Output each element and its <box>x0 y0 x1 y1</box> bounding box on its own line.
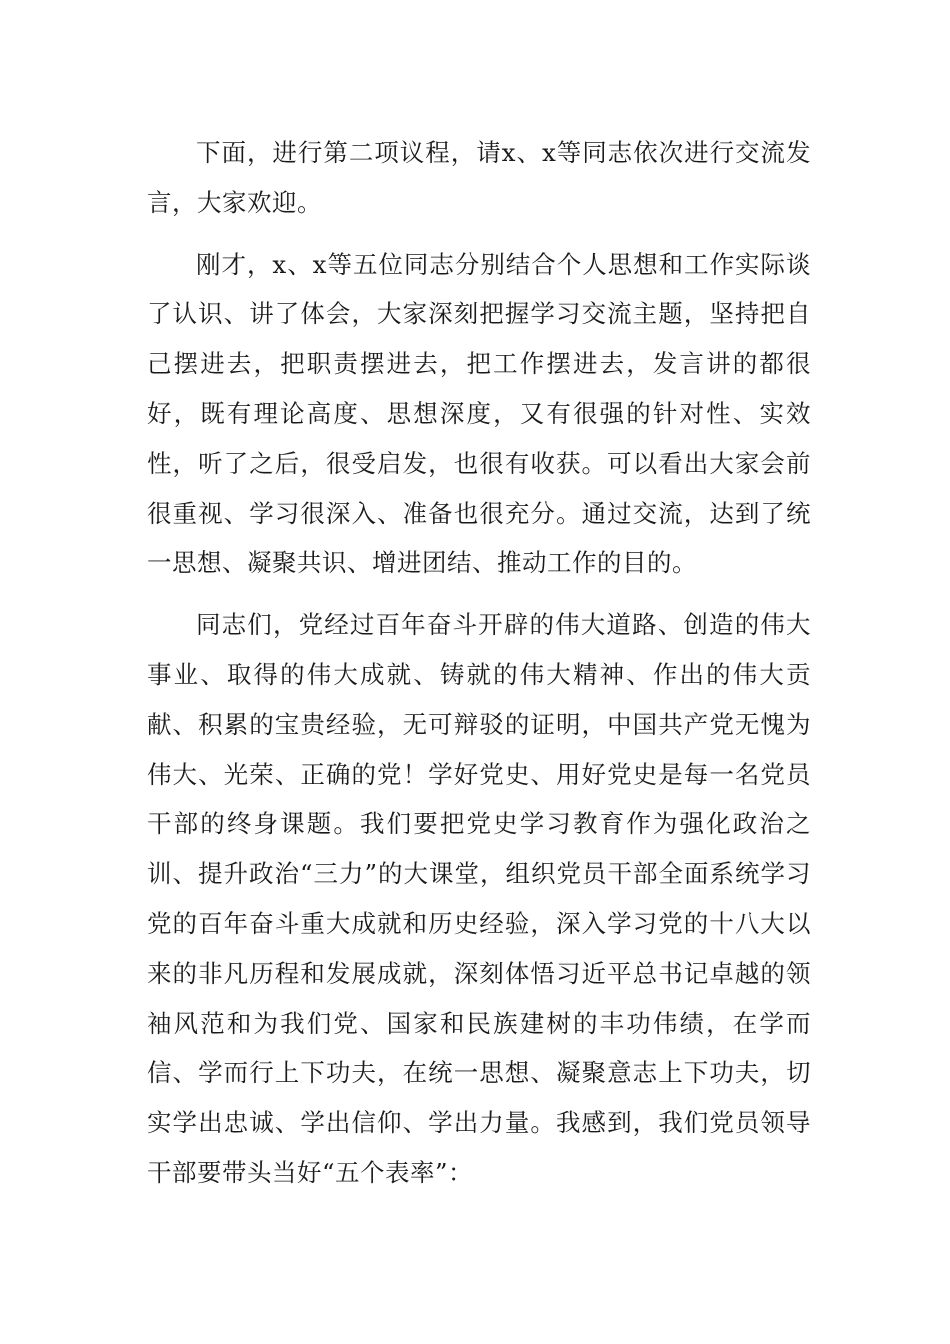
document-body <box>147 128 811 1210</box>
paragraph-agenda: 下面，进行第二项议程，请x、x等同志依次进行交流发言，大家欢迎。 <box>147 138 811 217</box>
paragraph-exchange-summary: 刚才，x、x等五位同志分别结合个人思想和工作实际谈了认识、讲了体会，大家深刻把握学习交流主题，坚持把自己摆进去，把职责摆进去，把工作摆进去，发言讲的都很好，既有理论高度、思想深度，又有很强的针对性、实效性，听了之后，很受启发，也很有收获。可以看出大家会前很重视、学习很深入、准备也很充分。通过交流，达到了统一思想、凝聚共识、增进团结、推动工作的目的。 <box>147 249 811 578</box>
paragraph-party-history: 同志们，党经过百年奋斗开辟的伟大道路、创造的伟大事业、取得的伟大成就、铸就的伟大精神、作出的伟大贡献、积累的宝贵经验，无可辩驳的证明，中国共产党无愧为伟大、光荣、正确的党！学好党史、用好党史是每一名党员干部的终身课题。我们要把党史学习教育作为强化政治之训、提升政治“三力”的大课堂，组织党员干部全面系统学习党的百年奋斗重大成就和历史经验，深入学习党的十八大以来的非凡历程和发展成就，深刻体悟习近平总书记卓越的领袖风范和为我们党、国家和民族建树的丰功伟绩，在学而信、学而行上下功夫，在统一思想、凝聚意志上下功夫，切实学出忠诚、学出信仰、学出力量。我感到，我们党员领导干部要带头当好“五个表率”： <box>147 610 811 1187</box>
